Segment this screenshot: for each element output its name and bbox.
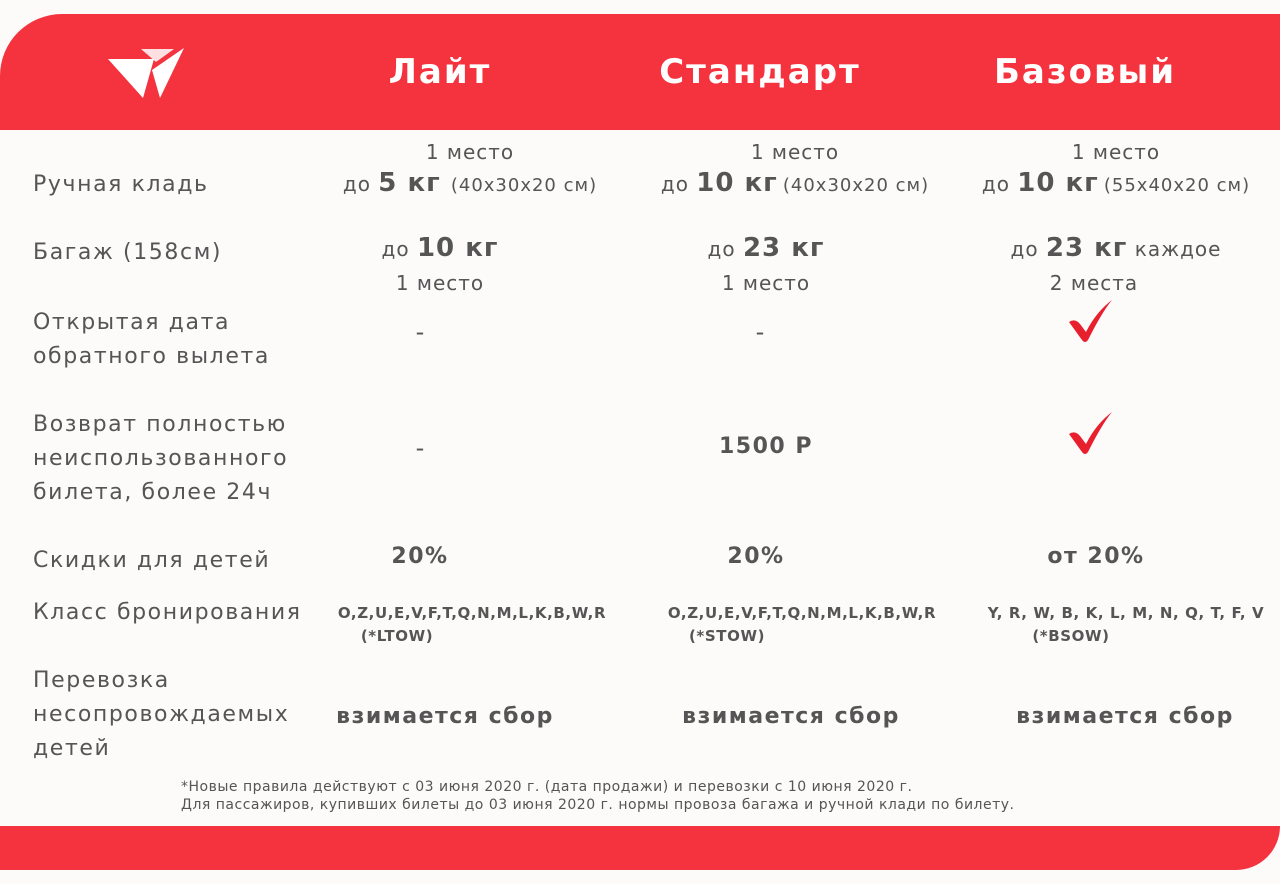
airline-logo-icon	[108, 48, 184, 108]
booking-class-standard: O,Z,U,E,V,F,T,Q,N,M,L,K,B,W,R (*STOW)	[667, 604, 937, 645]
check-icon	[1066, 410, 1114, 456]
tariff-header-lite: Лайт	[388, 52, 492, 92]
open-date-standard: -	[755, 318, 765, 346]
child-discount-basic: от 20%	[1047, 544, 1145, 569]
unaccompanied-standard: взимается сбор	[682, 704, 900, 729]
tariff-header-standard: Стандарт	[659, 52, 861, 92]
unaccompanied-lite: взимается сбор	[336, 704, 554, 729]
tariff-header-basic: Базовый	[993, 52, 1177, 92]
booking-class-basic: Y, R, W, B, K, L, M, N, Q, T, F, V (*BSOW)	[987, 604, 1265, 645]
open-date-lite: -	[415, 318, 425, 346]
row-label-unaccompanied: Перевозка несопровождаемых детей	[33, 668, 290, 761]
footnote: *Новые правила действуют с 03 июня 2020 г. (дата продажи) и перевозки с 10 июня 2020 г. Для пассажиров, купивших билеты до 03 июня 2020 г. нормы провоза багажа и ручной клади по билету.	[181, 779, 1015, 813]
booking-class-lite: O,Z,U,E,V,F,T,Q,N,M,L,K,B,W,R (*LTOW)	[337, 604, 607, 645]
hand-luggage-standard: 1 место до 10 кг (40x30x20 см)	[660, 140, 930, 198]
row-label-open-date: Открытая дата обратного вылета	[33, 310, 270, 369]
refund-lite: -	[415, 434, 425, 462]
unaccompanied-basic: взимается сбор	[1016, 704, 1234, 729]
row-label-child-discount: Скидки для детей	[33, 548, 271, 573]
child-discount-lite: 20%	[391, 544, 449, 569]
refund-standard: 1500 Р	[718, 434, 813, 459]
header-bar	[0, 14, 1280, 130]
hand-luggage-basic: 1 место до 10 кг (55x40x20 см)	[981, 140, 1251, 198]
baggage-basic: до 23 кг каждое 2 места	[1010, 233, 1222, 295]
footer-bar	[0, 826, 1280, 870]
row-label-baggage: Багаж (158см)	[33, 240, 223, 265]
check-icon	[1066, 298, 1114, 344]
row-label-refund: Возврат полностью неиспользованного билета, более 24ч	[33, 412, 289, 505]
baggage-lite: до 10 кг 1 место	[381, 233, 499, 295]
baggage-standard: до 23 кг 1 место	[707, 233, 825, 295]
row-label-hand-luggage: Ручная кладь	[33, 172, 209, 197]
hand-luggage-lite: 1 место до 5 кг (40x30x20 см)	[342, 140, 598, 198]
child-discount-standard: 20%	[727, 544, 785, 569]
row-label-booking-class: Класс бронирования	[33, 600, 302, 625]
